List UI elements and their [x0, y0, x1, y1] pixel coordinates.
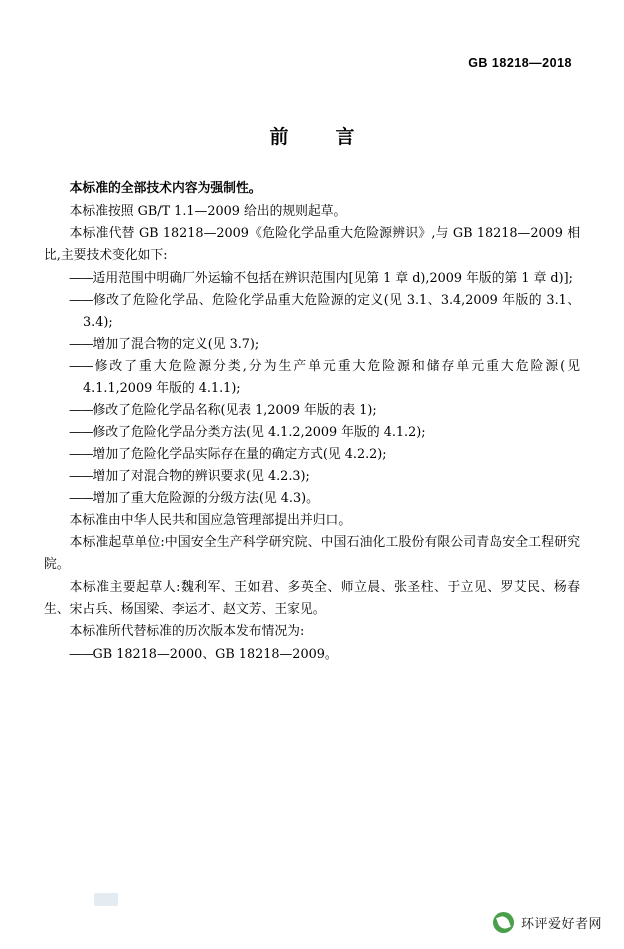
list-item — [44, 334, 580, 356]
list-item-label: GB 18218—2000、GB 18218—2009。 — [92, 646, 338, 662]
list-item-label: 适用范围中明确厂外运输不包括在辨识范围内[见第 1 章 d),2009 年版的第 1 章 d)]; — [92, 270, 573, 286]
list-item-label: 增加了重大危险源的分级方法(见 4.3)。 — [92, 490, 319, 506]
list-item-label: 修改了危险化学品分类方法(见 4.1.2,2009 年版的 4.1.2); — [92, 424, 426, 440]
footer-brand-label: 环评爱好者网 — [520, 916, 602, 931]
dash-marker: —— — [68, 646, 93, 662]
watermark-mark — [94, 893, 118, 906]
list-item-label: 增加了危险化学品实际存在量的确定方式(见 4.2.2); — [92, 446, 387, 462]
list-item — [44, 290, 580, 334]
paragraph: 本标准由中华人民共和国应急管理部提出并归口。 — [69, 512, 352, 528]
list-item-label: 修改了重大危险源分类,分为生产单元重大危险源和储存单元重大危险源(见 4.1.1,2009 年版的 4.1.1); — [83, 358, 580, 396]
paragraph: 本标准起草单位:中国安全生产科学研究院、中国石油化工股份有限公司青岛安全工程研究院。 — [44, 535, 580, 572]
foreword-body — [44, 178, 580, 666]
list-item-label: 增加了混合物的定义(见 3.7); — [92, 336, 260, 352]
list-item — [44, 488, 580, 510]
dash-marker: —— — [68, 424, 93, 440]
list-item — [44, 400, 580, 422]
paragraph: 本标准所代替标准的历次版本发布情况为: — [69, 624, 305, 639]
dash-marker: —— — [68, 270, 93, 286]
list-item-label: 修改了危险化学品名称(见表 1,2009 年版的表 1); — [92, 402, 377, 418]
paragraph: 本标准代替 GB 18218—2009《危险化学品重大危险源辨识》,与 GB 18218—2009 相比,主要技术变化如下: — [44, 226, 580, 263]
dash-marker: —— — [68, 490, 93, 506]
paragraph: 本标准的全部技术内容为强制性。 — [69, 181, 262, 196]
dash-marker: —— — [68, 336, 93, 352]
paragraph: 本标准主要起草人:魏利军、王如君、多英全、师立晨、张圣柱、于立见、罗艾民、杨春生、宋占兵、杨国梁、李运才、赵文芳、王家见。 — [44, 579, 580, 617]
dash-marker: —— — [68, 446, 93, 462]
list-item — [44, 422, 580, 444]
leaf-icon — [493, 912, 514, 933]
dash-marker: —— — [68, 358, 93, 374]
list-item — [44, 466, 580, 488]
paragraph: 本标准按照 GB/T 1.1—2009 给出的规则起草。 — [69, 203, 347, 219]
list-item-label: 增加了对混合物的辨识要求(见 4.2.3); — [92, 468, 310, 484]
dash-marker: —— — [68, 292, 93, 308]
page-header-standard-number: GB 18218—2018 — [468, 56, 572, 70]
list-item — [44, 268, 580, 290]
list-item-label: 修改了危险化学品、危险化学品重大危险源的定义(见 3.1、3.4,2009 年版的 3.1、3.4); — [83, 292, 580, 330]
list-item — [44, 444, 580, 466]
footer-brand — [493, 912, 602, 933]
list-item — [44, 356, 580, 400]
dash-marker: —— — [68, 468, 93, 484]
dash-marker: —— — [68, 402, 93, 418]
page-title: 前 言 — [269, 126, 369, 148]
list-item — [44, 644, 580, 666]
